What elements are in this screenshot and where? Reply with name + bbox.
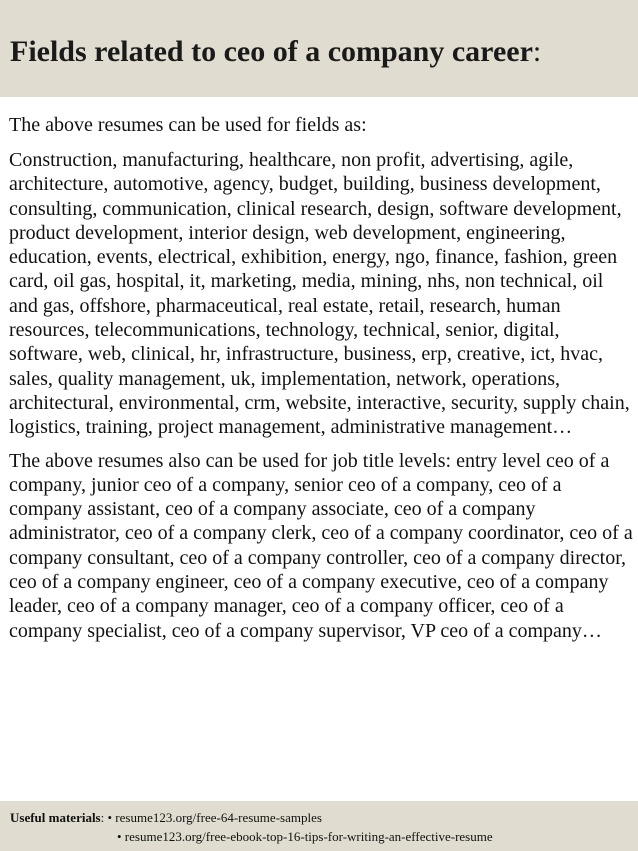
useful-materials-label: Useful materials (10, 810, 101, 825)
footer-row-2 (10, 827, 638, 846)
intro-text: The above resumes can be used for fields as: (9, 114, 367, 136)
fields-paragraph: Construction, manufacturing, healthcare, non profit, advertising, agile, architecture, automotive, agency, budget, building, business development, consulting, communication, clinical research, design, software development, product development, interior design, web development, engineering, education, events, electrical, exhibition, energy, ngo, finance, fashion, green card, oil gas, hospital, it, marketing, media, mining, nhs, non technical, oil and gas, offshore, pharmaceutical, real estate, retail, research, human resources, telecommunications, technology, technical, senior, digital, software, web, clinical, hr, infrastructure, business, erp, creative, ict, hvac, sales, quality management, uk, implementation, network, operations, architectural, environmental, crm, website, interactive, security, supply chain, logistics, training, project management, administrative management… (9, 149, 630, 439)
useful-materials-separator: : (100, 810, 108, 825)
slide-body (9, 113, 633, 652)
job-levels-paragraph: The above resumes also can be used for job title levels: entry level ceo of a company, junior ceo of a company, senior ceo of a company, ceo of a company assistant, ceo of a company associate, ceo of a company administrator, ceo of a company clerk, ceo of a company coordinator, ceo of a company consultant, ceo of a company controller, ceo of a company director, ceo of a company engineer, ceo of a company executive, ceo of a company leader, ceo of a company manager, ceo of a company officer, ceo of a company specialist, ceo of a company supervisor, VP ceo of a company… (9, 449, 633, 642)
page-title-colon: : (532, 35, 542, 68)
resume-samples-link[interactable]: • resume123.org/free-64-resume-samples (107, 810, 322, 825)
footer-row-1 (10, 808, 638, 827)
useful-materials-footer (0, 801, 638, 851)
page-title (10, 34, 638, 70)
page-title-text: Fields related to ceo of a company career (10, 35, 533, 68)
slide-header (0, 0, 638, 97)
resume-tips-ebook-link[interactable]: • resume123.org/free-ebook-top-16-tips-for-writing-an-effective-resume (117, 829, 493, 844)
